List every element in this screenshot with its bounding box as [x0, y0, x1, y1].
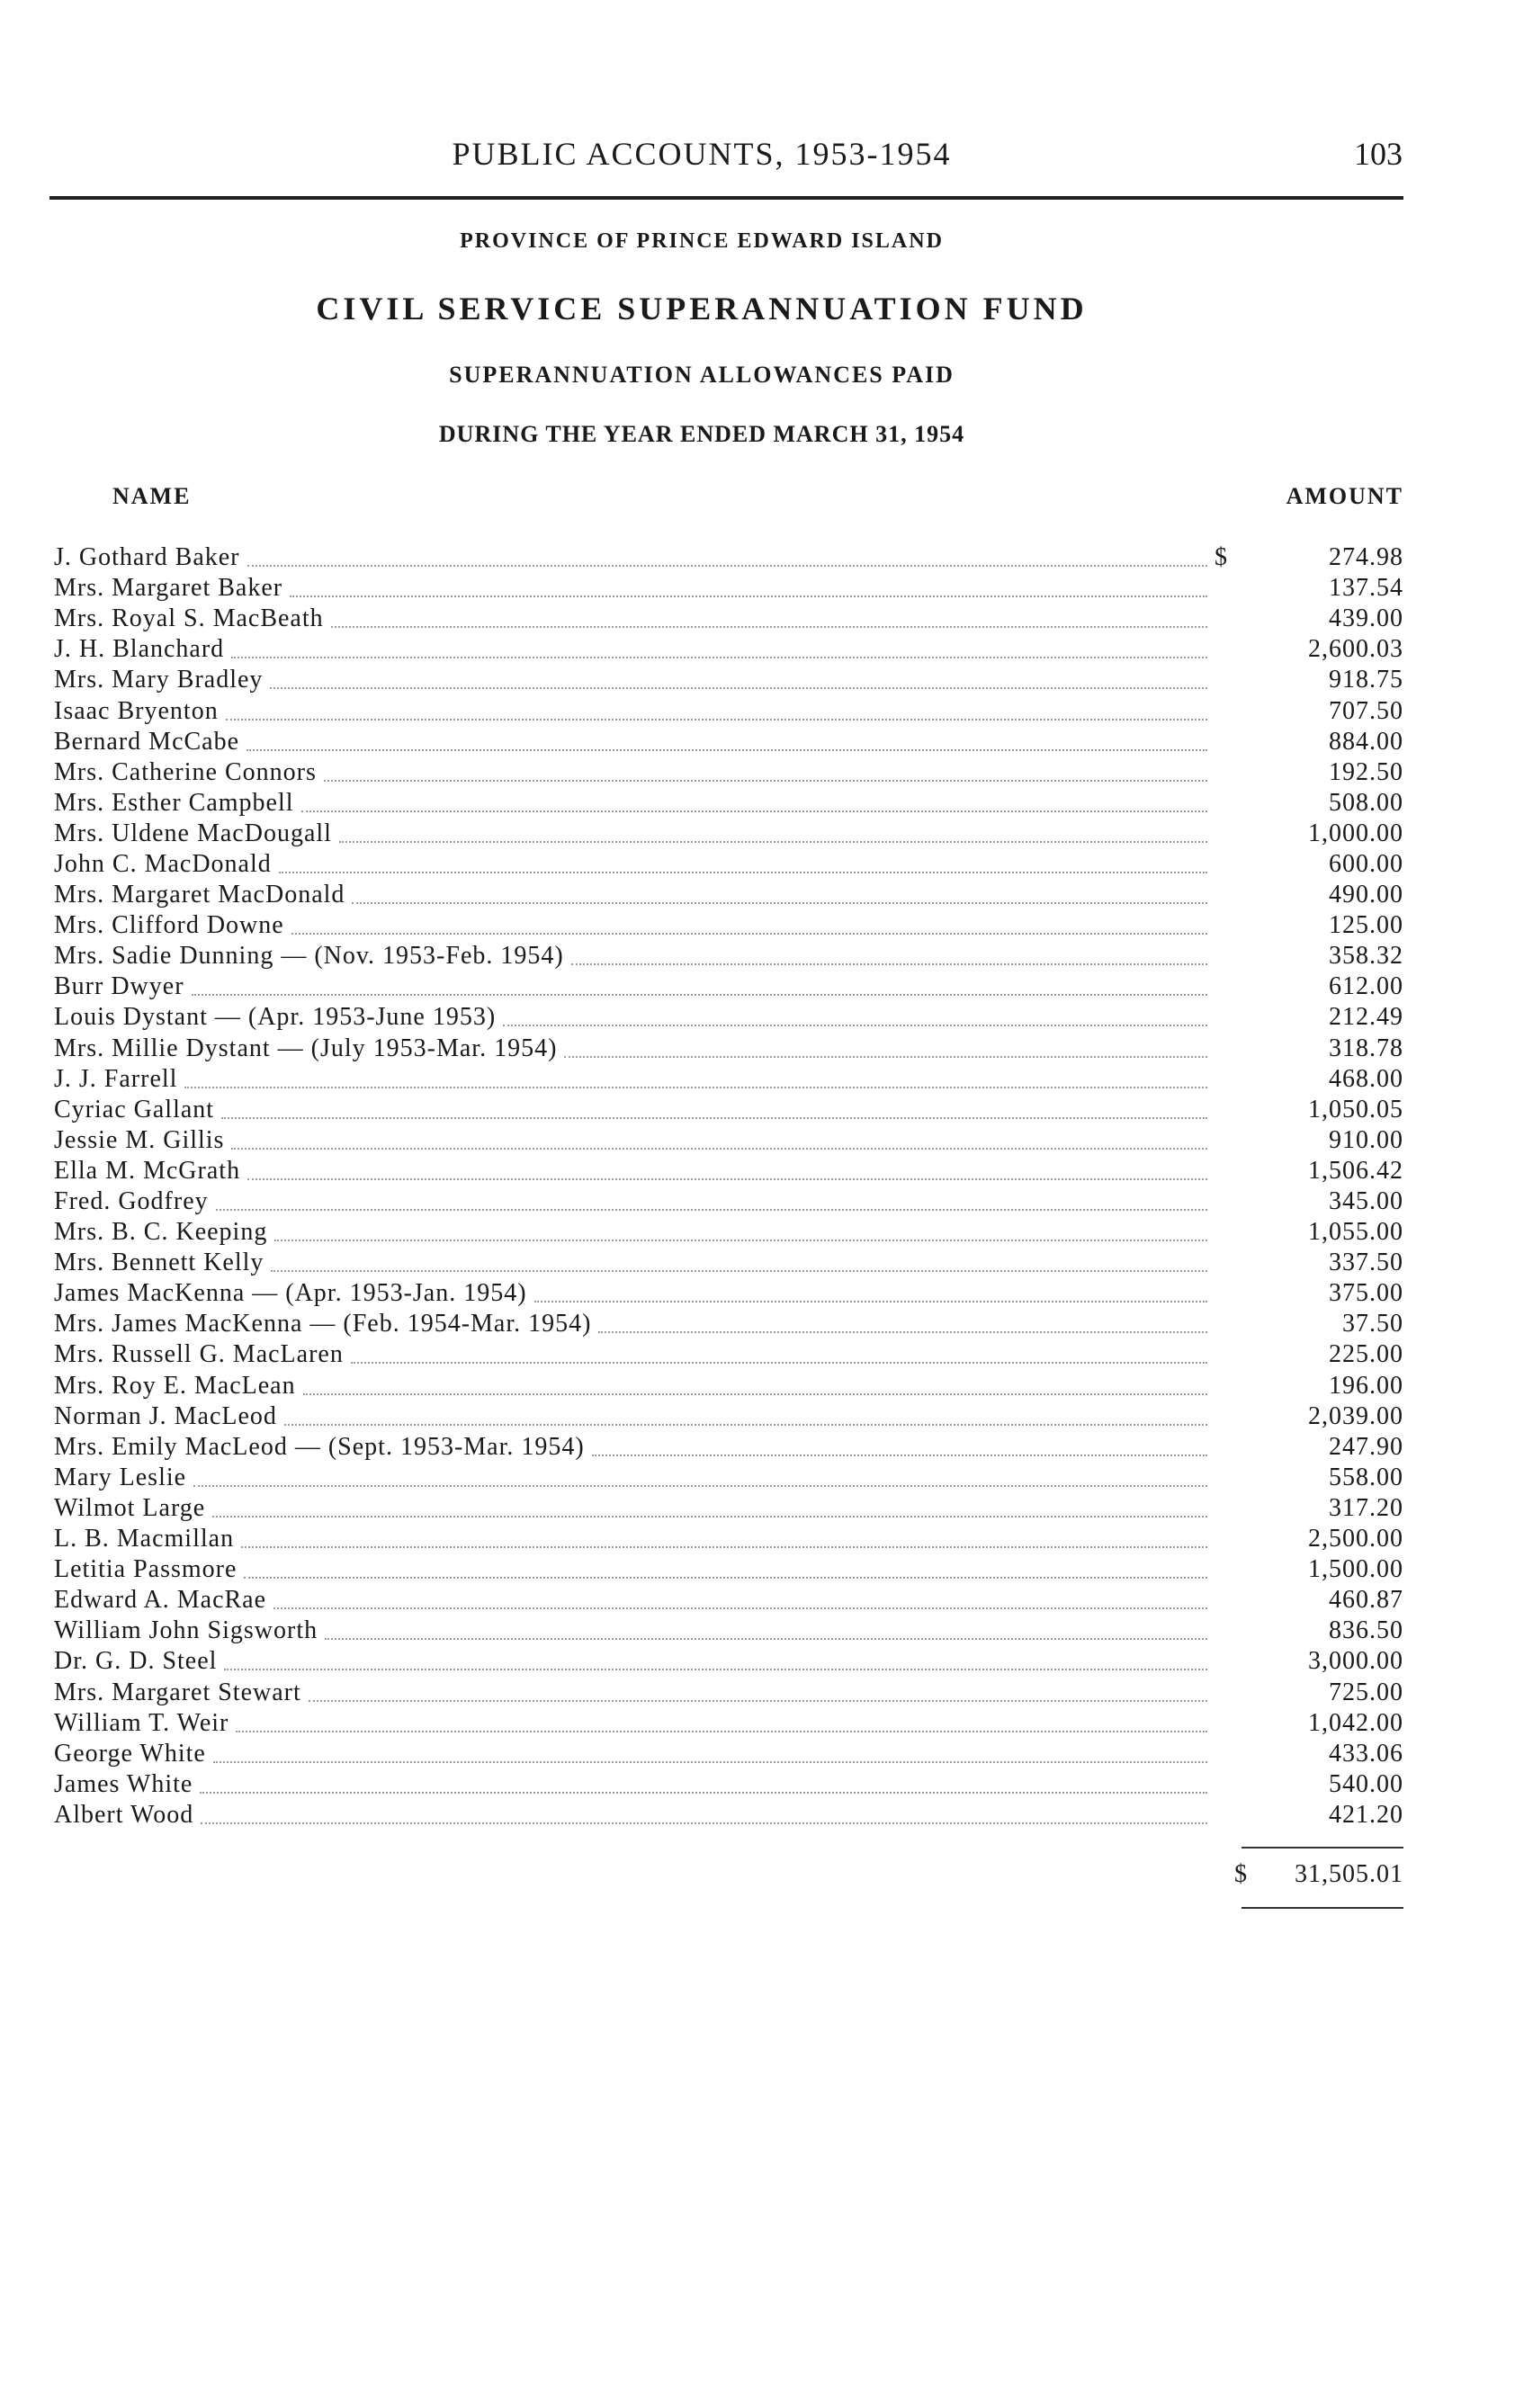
amount-value: 1,050.05 — [1308, 1095, 1403, 1123]
amount-value: 612.00 — [1329, 972, 1403, 1001]
dot-leader — [247, 1162, 1207, 1180]
payee-name: John C. MacDonald — [54, 849, 272, 878]
table-row — [54, 1463, 1403, 1493]
amount-value: 192.50 — [1329, 757, 1403, 786]
running-head — [0, 135, 1524, 189]
payee-name: Mrs. Roy E. MacLean — [54, 1371, 296, 1400]
table-row — [54, 1524, 1403, 1554]
payee-name: Dr. G. D. Steel — [54, 1647, 218, 1676]
table-row — [54, 1401, 1403, 1432]
payee-name: Mrs. Millie Dystant — (July 1953-Mar. 1954) — [54, 1034, 558, 1062]
payee-name: Fred. Godfrey — [54, 1187, 209, 1216]
table-row — [54, 1585, 1403, 1616]
payee-name: James White — [54, 1769, 193, 1798]
table-row — [54, 1432, 1403, 1463]
amount-value: 2,600.03 — [1308, 635, 1403, 664]
dot-leader — [224, 1652, 1207, 1670]
payee-name: Louis Dystant — (Apr. 1953-June 1953) — [54, 1003, 497, 1032]
table-row — [54, 819, 1403, 849]
payee-name: Mrs. Bennett Kelly — [54, 1249, 264, 1277]
dot-leader — [212, 1499, 1207, 1517]
table-row — [54, 1248, 1403, 1278]
amount-value: 725.00 — [1329, 1678, 1403, 1706]
total-amount: 31,505.01 — [1295, 1860, 1403, 1888]
name-column-header: NAME — [112, 483, 192, 509]
table-row — [54, 1769, 1403, 1800]
amount-value: 317.20 — [1329, 1493, 1403, 1522]
amount-value: 468.00 — [1329, 1064, 1403, 1093]
amount-value: 540.00 — [1329, 1769, 1403, 1798]
amount-value: 600.00 — [1329, 849, 1403, 878]
fund-heading: CIVIL SERVICE SUPERANNUATION FUND — [316, 291, 1088, 327]
total-row — [1234, 1860, 1403, 1889]
payee-name: Mrs. B. C. Keeping — [54, 1218, 268, 1247]
dot-leader — [247, 549, 1207, 567]
dot-leader — [598, 1315, 1207, 1333]
payee-name: Mrs. Clifford Downe — [54, 911, 284, 940]
table-row — [54, 634, 1403, 665]
table-row — [54, 1278, 1403, 1309]
total-rule-bottom — [1242, 1907, 1403, 1909]
amount-value: 196.00 — [1329, 1371, 1403, 1400]
payee-name: Wilmot Large — [54, 1493, 206, 1522]
dot-leader — [216, 1193, 1207, 1211]
amount-value: 490.00 — [1329, 881, 1403, 909]
dot-leader — [290, 579, 1207, 597]
amount-value: 375.00 — [1329, 1279, 1403, 1308]
dot-leader — [331, 610, 1207, 628]
table-row — [54, 941, 1403, 971]
amount-value: 337.50 — [1329, 1249, 1403, 1277]
amount-value: 1,500.00 — [1308, 1555, 1403, 1584]
amount-value: 1,055.00 — [1308, 1218, 1403, 1247]
table-row — [54, 1064, 1403, 1095]
amount-value: 247.90 — [1329, 1432, 1403, 1461]
payee-name: J. H. Blanchard — [54, 635, 225, 664]
table-row — [54, 1034, 1403, 1064]
payee-name: Cyriac Gallant — [54, 1095, 215, 1123]
table-row — [54, 1493, 1403, 1524]
payee-name: Bernard McCabe — [54, 727, 240, 756]
payee-name: Burr Dwyer — [54, 972, 184, 1001]
dot-leader — [351, 1346, 1207, 1364]
amount-value: 433.06 — [1329, 1739, 1403, 1768]
payee-name: William T. Weir — [54, 1708, 229, 1737]
amount-value: 508.00 — [1329, 788, 1403, 817]
table-row — [54, 1371, 1403, 1401]
table-row — [54, 695, 1403, 726]
payee-name: William John Sigsworth — [54, 1616, 318, 1645]
dot-leader — [201, 1806, 1207, 1824]
dot-leader — [231, 640, 1207, 658]
payee-name: Ella M. McGrath — [54, 1156, 241, 1185]
dot-leader — [309, 1684, 1207, 1702]
amount-value: 558.00 — [1329, 1463, 1403, 1491]
table-row — [54, 1095, 1403, 1125]
table-row — [54, 542, 1403, 573]
payee-name: George White — [54, 1739, 206, 1768]
dot-leader — [236, 1714, 1207, 1732]
table-row — [54, 880, 1403, 910]
amount-value: 1,000.00 — [1308, 819, 1403, 847]
table-row — [54, 1125, 1403, 1156]
dot-leader — [226, 703, 1207, 721]
dot-leader — [279, 855, 1207, 873]
dot-leader — [534, 1285, 1207, 1302]
payee-name: Mrs. Emily MacLeod — (Sept. 1953-Mar. 1954) — [54, 1432, 585, 1461]
province-heading: PROVINCE OF PRINCE EDWARD ISLAND — [460, 229, 944, 253]
amount-value: 3,000.00 — [1308, 1647, 1403, 1676]
dot-leader — [564, 1040, 1207, 1058]
table-row — [54, 1554, 1403, 1585]
total-currency: $ — [1234, 1860, 1248, 1888]
amount-value: 1,042.00 — [1308, 1708, 1403, 1737]
amount-value: 439.00 — [1329, 604, 1403, 633]
table-row — [54, 1309, 1403, 1339]
dot-leader — [291, 917, 1207, 935]
amount-value: 318.78 — [1329, 1034, 1403, 1062]
amount-value: 910.00 — [1329, 1125, 1403, 1154]
payee-name: Letitia Passmore — [54, 1555, 238, 1584]
payee-name: Mrs. Uldene MacDougall — [54, 819, 332, 847]
table-row — [54, 971, 1403, 1002]
payee-name: J. Gothard Baker — [54, 543, 240, 572]
dot-leader — [324, 764, 1207, 782]
table-row — [54, 1646, 1403, 1677]
payee-name: Mrs. Esther Campbell — [54, 788, 294, 817]
table-row — [54, 1708, 1403, 1739]
payee-name: J. J. Farrell — [54, 1064, 178, 1093]
dot-leader — [592, 1438, 1207, 1456]
running-title: PUBLIC ACCOUNTS, 1953-1954 — [452, 136, 952, 172]
amount-value: 918.75 — [1329, 666, 1403, 694]
table-row — [54, 757, 1403, 788]
amount-value: 1,506.42 — [1308, 1156, 1403, 1185]
amount-value: 225.00 — [1329, 1340, 1403, 1369]
dot-leader — [571, 947, 1207, 965]
dot-leader — [271, 1254, 1207, 1272]
dot-leader — [339, 825, 1207, 843]
table-row — [54, 604, 1403, 634]
payee-name: Isaac Bryenton — [54, 696, 219, 725]
dot-leader — [184, 1070, 1207, 1088]
total-rule-top — [1242, 1847, 1403, 1849]
payee-name: Mrs. Mary Bradley — [54, 666, 264, 694]
payee-name: Edward A. MacRae — [54, 1586, 267, 1615]
amount-value: 125.00 — [1329, 911, 1403, 940]
dot-leader — [200, 1776, 1207, 1794]
dot-leader — [303, 1377, 1207, 1395]
table-row — [54, 1002, 1403, 1033]
dot-leader — [284, 1408, 1207, 1426]
payee-name: James MacKenna — (Apr. 1953-Jan. 1954) — [54, 1279, 527, 1308]
dot-leader — [352, 886, 1207, 904]
payee-name: Mrs. Royal S. MacBeath — [54, 604, 324, 633]
amount-value: 707.50 — [1329, 696, 1403, 725]
payee-name: Mrs. James MacKenna — (Feb. 1954-Mar. 1954) — [54, 1310, 592, 1338]
table-row — [54, 1217, 1403, 1248]
payee-name: Mrs. Sadie Dunning — (Nov. 1953-Feb. 1954) — [54, 942, 564, 971]
table-row — [54, 727, 1403, 757]
amount-value: 37.50 — [1342, 1310, 1403, 1338]
payee-name: Albert Wood — [54, 1800, 194, 1829]
amount-value: 358.32 — [1329, 942, 1403, 971]
table-row — [54, 910, 1403, 941]
table-row — [54, 1186, 1403, 1217]
dot-leader — [213, 1745, 1207, 1763]
payee-name: Mrs. Margaret Baker — [54, 574, 283, 603]
table-row — [54, 1739, 1403, 1769]
amount-column-header: AMOUNT — [1286, 483, 1403, 509]
amount-value: 836.50 — [1329, 1616, 1403, 1645]
table-row — [54, 573, 1403, 604]
table-row — [54, 1800, 1403, 1831]
amount-value: 884.00 — [1329, 727, 1403, 756]
payee-name: Mrs. Margaret MacDonald — [54, 881, 345, 909]
page-number: 103 — [1354, 136, 1403, 172]
payee-name: L. B. Macmillan — [54, 1525, 235, 1553]
allowances-table — [54, 542, 1403, 1831]
dot-leader — [273, 1591, 1207, 1609]
amount-value: 421.20 — [1329, 1800, 1403, 1829]
amount-value: 137.54 — [1329, 574, 1403, 603]
payee-name: Mrs. Russell G. MacLaren — [54, 1340, 344, 1369]
payee-name: Mary Leslie — [54, 1463, 187, 1491]
table-row — [54, 1156, 1403, 1186]
dot-leader — [221, 1101, 1207, 1119]
dot-leader — [231, 1132, 1207, 1150]
dot-leader — [192, 978, 1207, 996]
amount-value: 274.98 — [1329, 543, 1403, 572]
currency-sign: $ — [1215, 543, 1228, 572]
table-row — [54, 1339, 1403, 1370]
dot-leader — [325, 1622, 1207, 1640]
dot-leader — [241, 1530, 1207, 1548]
payee-name: Mrs. Catherine Connors — [54, 757, 317, 786]
amount-value: 212.49 — [1329, 1003, 1403, 1032]
header-rule — [49, 196, 1403, 200]
dot-leader — [270, 671, 1207, 689]
amount-value: 345.00 — [1329, 1187, 1403, 1216]
payee-name: Jessie M. Gillis — [54, 1125, 225, 1154]
amount-value: 2,500.00 — [1308, 1525, 1403, 1553]
table-row — [54, 1677, 1403, 1707]
dot-leader — [301, 794, 1207, 812]
dot-leader — [274, 1223, 1207, 1241]
amount-value: 2,039.00 — [1308, 1401, 1403, 1430]
dot-leader — [247, 733, 1207, 751]
table-row — [54, 1616, 1403, 1646]
dot-leader — [503, 1008, 1207, 1026]
table-row — [54, 849, 1403, 880]
table-row — [54, 665, 1403, 695]
period-heading: DURING THE YEAR ENDED MARCH 31, 1954 — [438, 421, 965, 447]
payee-name: Norman J. MacLeod — [54, 1401, 277, 1430]
section-heading: SUPERANNUATION ALLOWANCES PAID — [449, 362, 955, 388]
amount-value: 460.87 — [1329, 1586, 1403, 1615]
dot-leader — [193, 1469, 1207, 1487]
dot-leader — [244, 1561, 1207, 1579]
table-row — [54, 788, 1403, 819]
payee-name: Mrs. Margaret Stewart — [54, 1678, 301, 1706]
